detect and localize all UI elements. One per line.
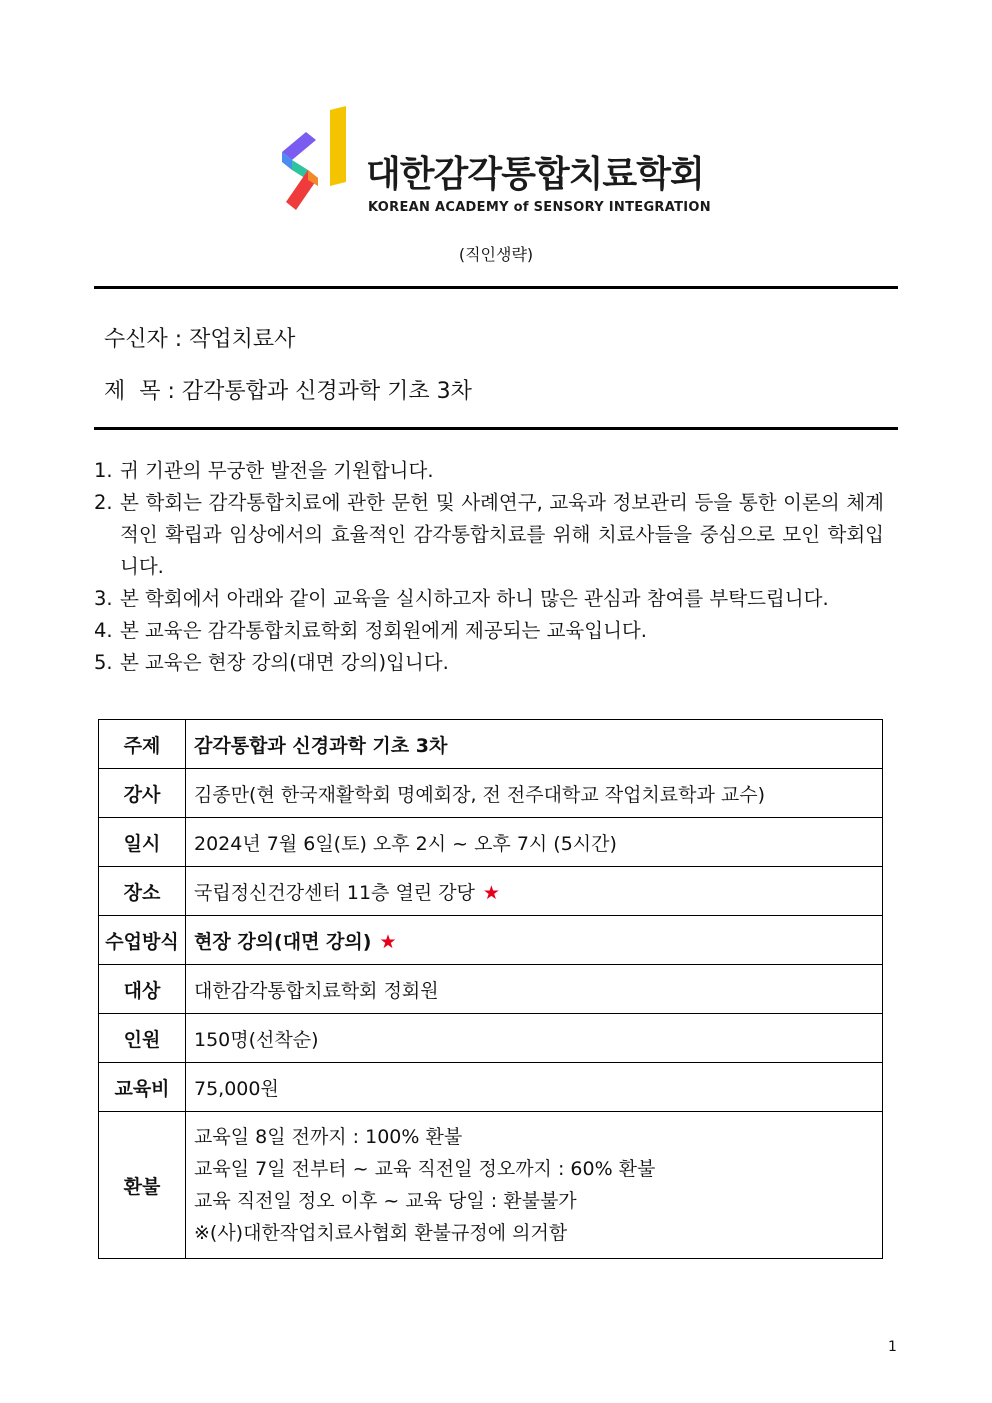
logo-mark-icon bbox=[282, 106, 352, 218]
recipient-value: 작업치료사 bbox=[189, 327, 296, 352]
subject-row bbox=[104, 374, 472, 405]
refund-cell bbox=[186, 1112, 883, 1259]
row-header: 인원 bbox=[99, 1014, 186, 1063]
seal-note: (직인생략) bbox=[458, 245, 534, 264]
star-icon: ★ bbox=[379, 930, 397, 953]
recipient-label: 수신자 : bbox=[104, 327, 190, 352]
org-name-ko: 대한감각통합치료학회 bbox=[366, 154, 704, 195]
row-header: 강사 bbox=[99, 769, 186, 818]
org-name-en: KOREAN ACADEMY of SENSORY INTEGRATION bbox=[368, 200, 711, 215]
table-row bbox=[99, 1014, 883, 1063]
table-row bbox=[99, 916, 883, 965]
recipient-row bbox=[104, 322, 295, 353]
venue-value: 국립정신건강센터 11층 열린 강당 bbox=[194, 881, 475, 904]
format-value: 현장 강의(대면 강의) bbox=[194, 930, 372, 953]
row-header: 일시 bbox=[99, 818, 186, 867]
star-icon: ★ bbox=[482, 881, 500, 904]
subject-value: 감각통합과 신경과학 기초 3차 bbox=[181, 379, 472, 404]
row-header: 교육비 bbox=[99, 1063, 186, 1112]
audience-value: 대한감각통합치료학회 정회원 bbox=[186, 965, 883, 1014]
table-row bbox=[99, 720, 883, 769]
datetime-value: 2024년 7월 6일(토) 오후 2시 ~ 오후 7시 (5시간) bbox=[186, 818, 883, 867]
table-row bbox=[99, 769, 883, 818]
row-header: 대상 bbox=[99, 965, 186, 1014]
lecturer-value: 김종만(현 한국재활학회 명예회장, 전 전주대학교 작업치료학과 교수) bbox=[186, 769, 883, 818]
page-number: 1 bbox=[888, 1339, 897, 1355]
row-header: 환불 bbox=[99, 1112, 186, 1259]
topic-value: 감각통합과 신경과학 기초 3차 bbox=[186, 720, 883, 769]
notice-item: 2. 본 학회는 감각통합치료에 관한 문헌 및 사례연구, 교육과 정보관리 등을 통한 이론의 체계적인 확립과 임상에서의 효율적인 감각통합치료를 위해 치료사들을 중심으로 모인 학회입니다. bbox=[94, 491, 884, 578]
refund-line: ※(사)대한작업치료사협회 환불규정에 의거함 bbox=[194, 1222, 568, 1244]
capacity-value: 150명(선착순) bbox=[186, 1014, 883, 1063]
refund-line: 교육일 8일 전까지 : 100% 환불 bbox=[194, 1126, 463, 1148]
table-row bbox=[99, 1112, 883, 1259]
notice-list bbox=[94, 455, 884, 679]
fee-value: 75,000원 bbox=[186, 1063, 883, 1112]
row-header: 장소 bbox=[99, 867, 186, 916]
table-row bbox=[99, 965, 883, 1014]
row-header: 주제 bbox=[99, 720, 186, 769]
table-row bbox=[99, 867, 883, 916]
notice-item: 3. 본 학회에서 아래와 같이 교육을 실시하고자 하니 많은 관심과 참여를 부탁드립니다. bbox=[94, 587, 829, 610]
refund-line: 교육일 7일 전부터 ~ 교육 직전일 정오까지 : 60% 환불 bbox=[194, 1158, 656, 1180]
refund-line: 교육 직전일 정오 이후 ~ 교육 당일 : 환불불가 bbox=[194, 1190, 577, 1212]
course-info-table bbox=[98, 719, 883, 1259]
table-row bbox=[99, 1063, 883, 1112]
bottom-divider bbox=[94, 427, 898, 430]
table-row bbox=[99, 818, 883, 867]
format-cell bbox=[186, 916, 883, 965]
row-header: 수업방식 bbox=[99, 916, 186, 965]
notice-item: 4. 본 교육은 감각통합치료학회 정회원에게 제공되는 교육입니다. bbox=[94, 619, 647, 642]
subject-label: 제 목 : bbox=[104, 379, 182, 404]
top-divider bbox=[94, 286, 898, 289]
notice-item: 1. 귀 기관의 무궁한 발전을 기원합니다. bbox=[94, 459, 434, 482]
notice-item: 5. 본 교육은 현장 강의(대면 강의)입니다. bbox=[94, 651, 449, 674]
venue-cell bbox=[186, 867, 883, 916]
org-logo bbox=[282, 106, 722, 218]
